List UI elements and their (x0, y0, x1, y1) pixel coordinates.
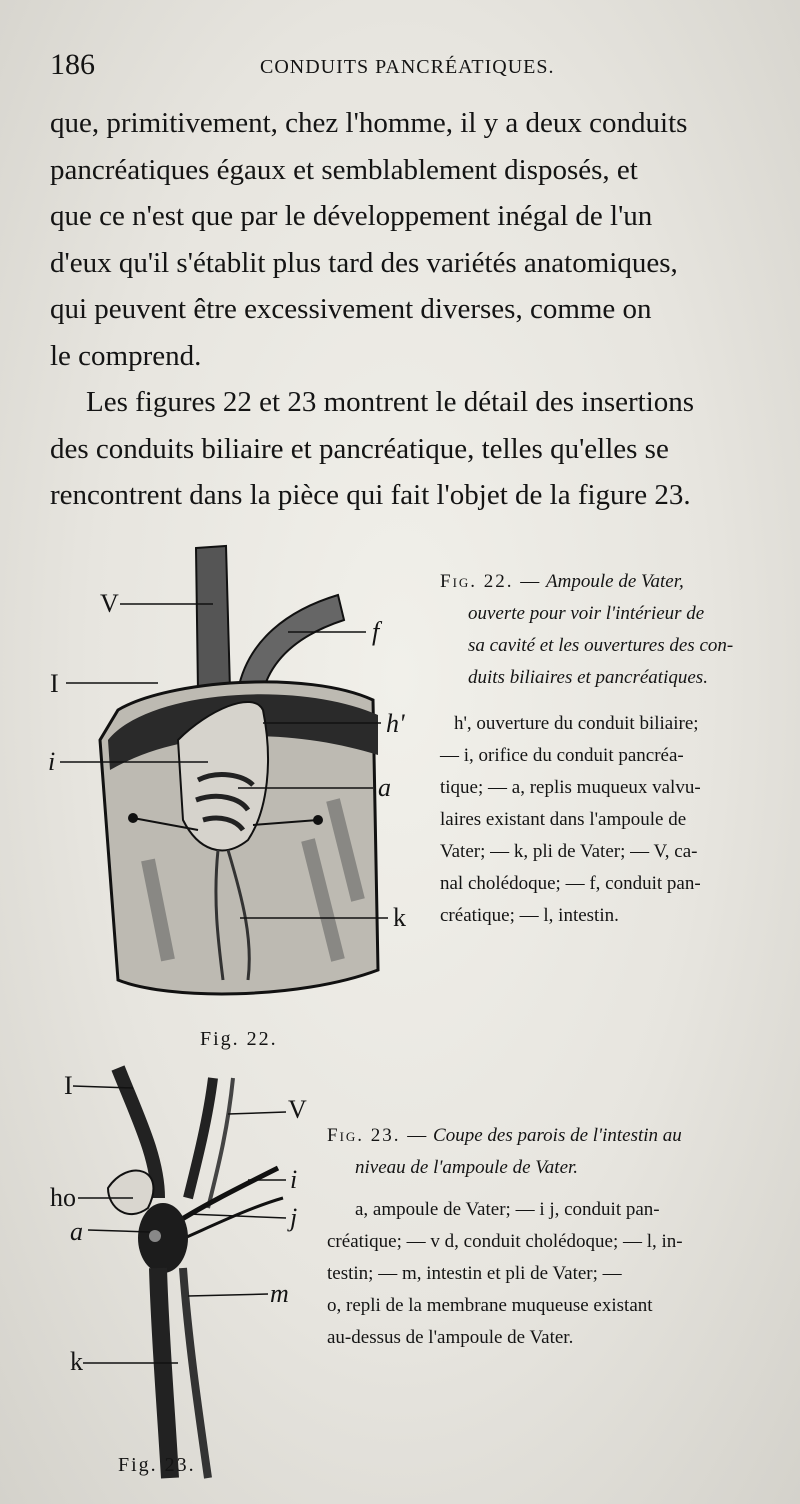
caption-prefix: Fig. 22. — (440, 571, 542, 592)
mucosal-fold (108, 1171, 153, 1215)
caption-title-text: Coupe des parois de l'intestin au (433, 1125, 682, 1146)
text-line: rencontrent dans la pièce qui fait l'objet de la figure 23. (50, 479, 691, 511)
label-V: V (288, 1095, 307, 1124)
legend-line: au-dessus de l'ampoule de Vater. (327, 1327, 574, 1348)
caption-title-text: Ampoule de Vater, (546, 571, 684, 592)
legend-line: créatique; — l, intestin. (440, 905, 619, 926)
label-h: h' (386, 709, 405, 738)
label-f: f (372, 617, 380, 646)
leader-line-m (188, 1294, 268, 1296)
pin-head-left (128, 813, 138, 823)
label-I: I (50, 669, 59, 698)
label-i: i (290, 1165, 298, 1194)
text-line: que, primitivement, chez l'homme, il y a deux conduits (50, 107, 688, 139)
legend-line: testin; — m, intestin et pli de Vater; — (327, 1263, 622, 1284)
ampulla (138, 1203, 188, 1273)
figure-23-illustration (48, 1058, 318, 1488)
label-k: k (70, 1347, 83, 1376)
figure-22-illustration (48, 540, 418, 1010)
label-a: a (378, 773, 391, 802)
conduit-pancreatique-vessel (238, 595, 344, 695)
label-k: k (393, 903, 406, 932)
text-line: des conduits biliaire et pancréatique, telles qu'elles se (50, 432, 669, 465)
caption-prefix: Fig. 23. — (327, 1125, 429, 1146)
legend-line: o, repli de la membrane muqueuse existant (327, 1295, 653, 1316)
caption-title-line: ouverte pour voir l'intérieur de (468, 603, 705, 624)
text-line: qui peuvent être excessivement diverses, comme on (50, 293, 652, 325)
legend-line: a, ampoule de Vater; — i j, conduit pan- (355, 1199, 660, 1220)
leader-line-V (228, 1112, 286, 1114)
legend-line: tique; — a, replis muqueux valvu- (440, 777, 701, 798)
figure-22-label: Fig. 22. (200, 1028, 278, 1050)
caption-title-line (440, 566, 785, 598)
figure-23-label: Fig. 23. (118, 1454, 196, 1476)
body-text (50, 100, 785, 519)
text-line: pancréatiques égaux et semblablement disposés, et (50, 153, 638, 186)
paragraph-2 (50, 379, 785, 519)
legend-line: Vater; — k, pli de Vater; — V, ca- (440, 841, 698, 862)
pancreatic-duct-2 (173, 1198, 283, 1243)
legend-line: créatique; — v d, conduit cholédoque; — l, in- (327, 1231, 683, 1252)
label-a: a (70, 1217, 83, 1246)
label-V: V (100, 589, 119, 618)
text-line: que ce n'est que par le développement inégal de l'un (50, 200, 653, 232)
label-i: i (48, 747, 56, 776)
paragraph-1 (50, 100, 785, 379)
page-number: 186 (50, 48, 95, 81)
canal-choledoque-vessel (196, 546, 230, 692)
pancreatic-duct (168, 1168, 278, 1228)
legend-line: h', ouverture du conduit biliaire; (454, 713, 699, 734)
duct-wall-right (188, 1078, 213, 1198)
label-j: j (290, 1203, 298, 1232)
ampulla-opening (149, 1230, 161, 1242)
label-ho: ho (50, 1183, 76, 1212)
caption-title-line: niveau de l'ampoule de Vater. (355, 1157, 579, 1178)
label-I: I (64, 1071, 73, 1100)
legend-line: laires existant dans l'ampoule de (440, 809, 687, 830)
intestine-lower (158, 1268, 170, 1478)
text-line: le comprend. (50, 339, 202, 372)
text-line: Les figures 22 et 23 montrent le détail des insertions (86, 386, 695, 418)
caption-title-line: duits biliaires et pancréatiques. (468, 667, 708, 688)
page-header (50, 48, 785, 88)
running-title: CONDUITS PANCRÉATIQUES. (260, 56, 555, 78)
legend-line: — i, orifice du conduit pancréa- (440, 745, 684, 766)
caption-title-line: sa cavité et les ouvertures des con- (468, 635, 734, 656)
text-line: d'eux qu'il s'établit plus tard des variétés anatomiques, (50, 246, 678, 279)
caption-title-line (327, 1120, 789, 1152)
legend-line: nal cholédoque; — f, conduit pan- (440, 873, 701, 894)
label-m: m (270, 1279, 289, 1308)
figure-22-caption (440, 566, 785, 932)
intestine-lower-2 (183, 1268, 208, 1478)
figure-23-caption (327, 1120, 789, 1354)
pin-head-right (313, 815, 323, 825)
